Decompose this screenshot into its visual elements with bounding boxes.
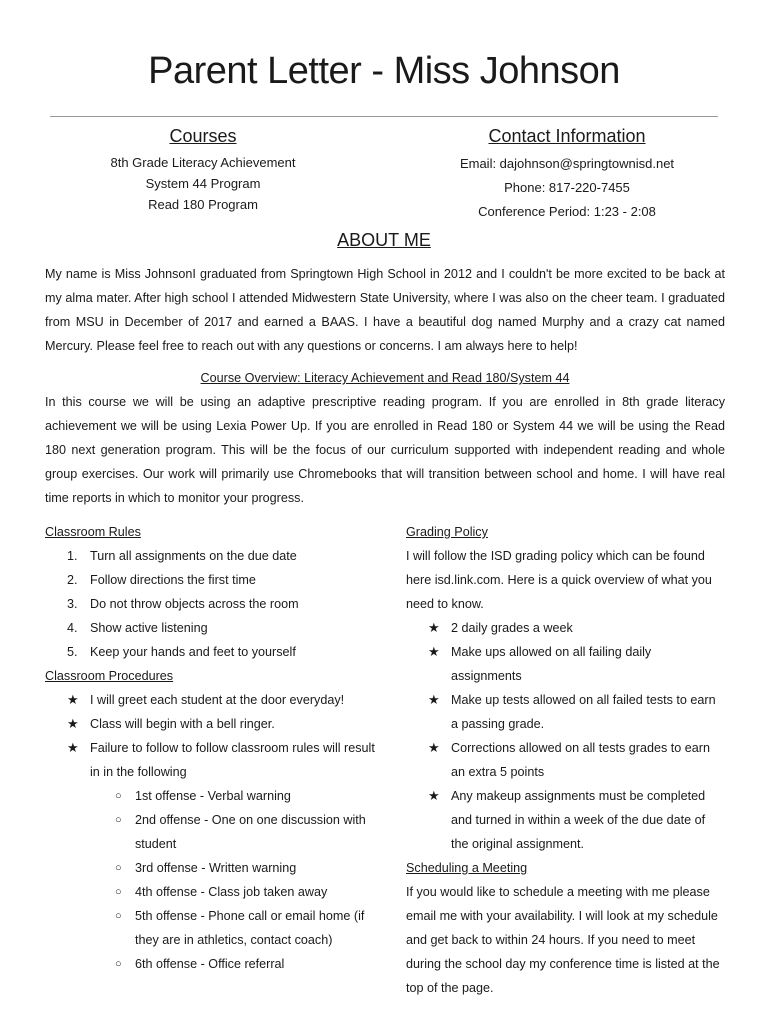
course-overview-paragraph: In this course we will be using an adaptive prescriptive reading program. If you are enrolled in 8th grade literacy achievement we will be using Lexia Power Up. If you are enrolled in Read 180 or System 44 we will be using the Read 180 next generation program. This will be the focus of our curriculum supported with independent reading and whole group exercises. Our work will primarily use Chromebooks that will transition between school and home. I will have real time reports in which to monitor your progress. (45, 395, 725, 505)
offense-item (45, 880, 375, 904)
offense-text: 4th offense - Class job taken away (135, 885, 328, 899)
course-item: System 44 Program (145, 176, 261, 191)
star-bullet-icon: ★ (428, 740, 440, 755)
rule-text: Follow directions the first time (90, 573, 256, 587)
classroom-procedures-heading: Classroom Procedures (45, 669, 174, 683)
contact-info (437, 152, 697, 224)
grading-item (406, 784, 724, 856)
procedure-item (45, 736, 375, 784)
about-me-heading: ABOUT ME (337, 230, 431, 250)
star-bullet-icon: ★ (428, 620, 440, 635)
offense-item (45, 784, 375, 808)
offense-list (45, 784, 375, 976)
rule-item (45, 640, 375, 664)
rule-number: 5. (67, 645, 78, 659)
procedure-text: I will greet each student at the door everyday! (90, 693, 345, 707)
course-item: 8th Grade Literacy Achievement (110, 155, 296, 170)
rule-item (45, 616, 375, 640)
scheduling-meeting-heading: Scheduling a Meeting (406, 861, 528, 875)
rule-text: Keep your hands and feet to yourself (90, 645, 296, 659)
grading-item (406, 688, 724, 736)
circle-bullet-icon: ○ (115, 814, 122, 826)
grading-policy-list (406, 616, 724, 856)
offense-item (45, 856, 375, 880)
procedure-item (45, 712, 375, 736)
procedure-text: Class will begin with a bell ringer. (90, 717, 275, 731)
about-me-paragraph: My name is Miss JohnsonI graduated from Springtown High School in 2012 and I couldn't be more excited to be back at my alma mater. After high school I attended Midwestern State University, where I was also on the cheer team. I graduated from MSU in December of 2017 and earned a BAAS. I have a beautiful dog named Murphy and a crazy cat named Mercury. Please feel free to reach out with any questions or concerns. I am always here to help! (45, 267, 725, 353)
classroom-rules-list (45, 544, 375, 664)
contact-heading: Contact Information (488, 126, 646, 146)
circle-bullet-icon: ○ (115, 958, 122, 970)
grading-item (406, 736, 724, 784)
rule-number: 1. (67, 549, 78, 563)
contact-conference-period: Conference Period: 1:23 - 2:08 (478, 204, 656, 219)
grading-text: Make ups allowed on all failing daily assignments (451, 645, 652, 683)
circle-bullet-icon: ○ (115, 886, 122, 898)
scheduling-meeting-text: If you would like to schedule a meeting with me please email me with your availability. I will look at my schedule and get back to within 24 hours. If you need to meet during the school day my conference time is listed at the top of the page. (406, 885, 720, 995)
classroom-rules-heading: Classroom Rules (45, 525, 141, 539)
left-column (45, 520, 375, 976)
star-bullet-icon: ★ (428, 788, 440, 803)
offense-item (45, 904, 375, 952)
title-divider (50, 116, 718, 117)
circle-bullet-icon: ○ (115, 910, 122, 922)
star-bullet-icon: ★ (67, 740, 79, 755)
offense-text: 6th offense - Office referral (135, 957, 285, 971)
rule-item (45, 544, 375, 568)
grading-item (406, 616, 724, 640)
star-bullet-icon: ★ (67, 692, 79, 707)
page-title: Parent Letter - Miss Johnson (148, 50, 620, 92)
circle-bullet-icon: ○ (115, 790, 122, 802)
star-bullet-icon: ★ (428, 644, 440, 659)
classroom-procedures-list (45, 688, 375, 976)
star-bullet-icon: ★ (428, 692, 440, 707)
rule-item (45, 568, 375, 592)
offense-item (45, 808, 375, 856)
offense-item (45, 952, 375, 976)
courses-heading: Courses (169, 126, 237, 146)
offense-text: 5th offense - Phone call or email home (if they are in athletics, contact coach) (135, 909, 365, 947)
grading-text: Any makeup assignments must be completed and turned in within a week of the due date of the original assignment. (451, 789, 706, 851)
grading-text: Corrections allowed on all tests grades to earn an extra 5 points (451, 741, 711, 779)
rule-text: Turn all assignments on the due date (90, 549, 297, 563)
circle-bullet-icon: ○ (115, 862, 122, 874)
grading-text: 2 daily grades a week (451, 621, 573, 635)
rule-number: 3. (67, 597, 78, 611)
course-overview-heading: Course Overview: Literacy Achievement and Read 180/System 44 (200, 371, 570, 385)
contact-phone: Phone: 817-220-7455 (504, 180, 630, 195)
right-column (406, 520, 724, 1000)
procedure-item (45, 688, 375, 712)
rule-text: Do not throw objects across the room (90, 597, 299, 611)
offense-text: 3rd offense - Written warning (135, 861, 297, 875)
grading-policy-intro: I will follow the ISD grading policy which can be found here isd.link.com. Here is a quick overview of what you need to know. (406, 549, 712, 611)
offense-text: 2nd offense - One on one discussion with student (135, 813, 366, 851)
grading-item (406, 640, 724, 688)
rule-number: 2. (67, 573, 78, 587)
star-bullet-icon: ★ (67, 716, 79, 731)
rule-number: 4. (67, 621, 78, 635)
procedure-text: Failure to follow to follow classroom rules will result in in the following (90, 741, 375, 779)
contact-email: Email: dajohnson@springtownisd.net (459, 156, 675, 171)
rule-text: Show active listening (90, 621, 208, 635)
grading-text: Make up tests allowed on all failed tests to earn a passing grade. (451, 693, 716, 731)
rule-item (45, 592, 375, 616)
courses-list (103, 152, 303, 215)
offense-text: 1st offense - Verbal warning (135, 789, 291, 803)
grading-policy-heading: Grading Policy (406, 525, 488, 539)
course-item: Read 180 Program (148, 197, 258, 212)
